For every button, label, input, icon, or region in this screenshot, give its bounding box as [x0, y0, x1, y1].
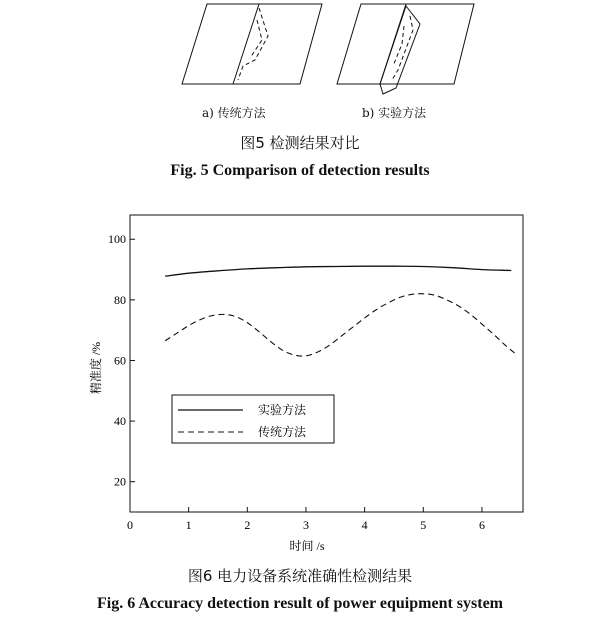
fig5b-detected-region-inner2 [393, 26, 404, 66]
fig6-caption-cn: 图6 电力设备系统准确性检测结果 [187, 567, 413, 585]
y-tick-label: 20 [114, 474, 126, 489]
series-line-experimental [165, 266, 511, 276]
y-tick-label: 60 [114, 353, 126, 368]
fig5b-illustration [337, 4, 474, 94]
x-tick-label: 6 [478, 518, 485, 532]
x-axis-label: 时间 /s [289, 539, 325, 553]
plot-frame [130, 215, 523, 512]
legend [172, 395, 334, 443]
legend-label-experimental: 实验方法 [258, 403, 307, 417]
y-axis-label: 精准度 /% [89, 341, 103, 395]
fig5-caption-cn: 图5 检测结果对比 [240, 134, 360, 152]
fig6-chart [0, 200, 600, 560]
series-line-traditional [165, 294, 517, 356]
x-tick-label: 2 [244, 518, 251, 532]
legend-label-traditional: 传统方法 [258, 425, 307, 439]
fig5a-detected-region [238, 8, 268, 80]
axis-ticks [108, 232, 485, 532]
legend-box [172, 395, 334, 443]
fig5b-plane [337, 4, 474, 84]
x-tick-label: 5 [420, 518, 427, 532]
fig5-sub-caption-a: a) 传统方法 [202, 106, 266, 120]
fig6-caption-en: Fig. 6 Accuracy detection result of power equipment system [96, 595, 503, 612]
series-lines [165, 266, 517, 356]
x-tick-label: 0 [127, 518, 133, 532]
fig5-caption-en: Fig. 5 Comparison of detection results [170, 162, 430, 179]
x-tick-label: 4 [361, 518, 368, 532]
fig5-diagram [0, 0, 600, 100]
x-tick-label: 3 [302, 518, 309, 532]
y-tick-label: 40 [114, 414, 126, 429]
fig5a-illustration [182, 4, 322, 84]
y-tick-label: 80 [114, 292, 126, 307]
fig5-sub-caption-b: b) 实验方法 [362, 106, 427, 120]
x-tick-label: 1 [185, 518, 192, 532]
fig5a-fracture-line [233, 4, 259, 84]
fig5a-plane [182, 4, 322, 84]
y-tick-label: 100 [108, 232, 126, 247]
